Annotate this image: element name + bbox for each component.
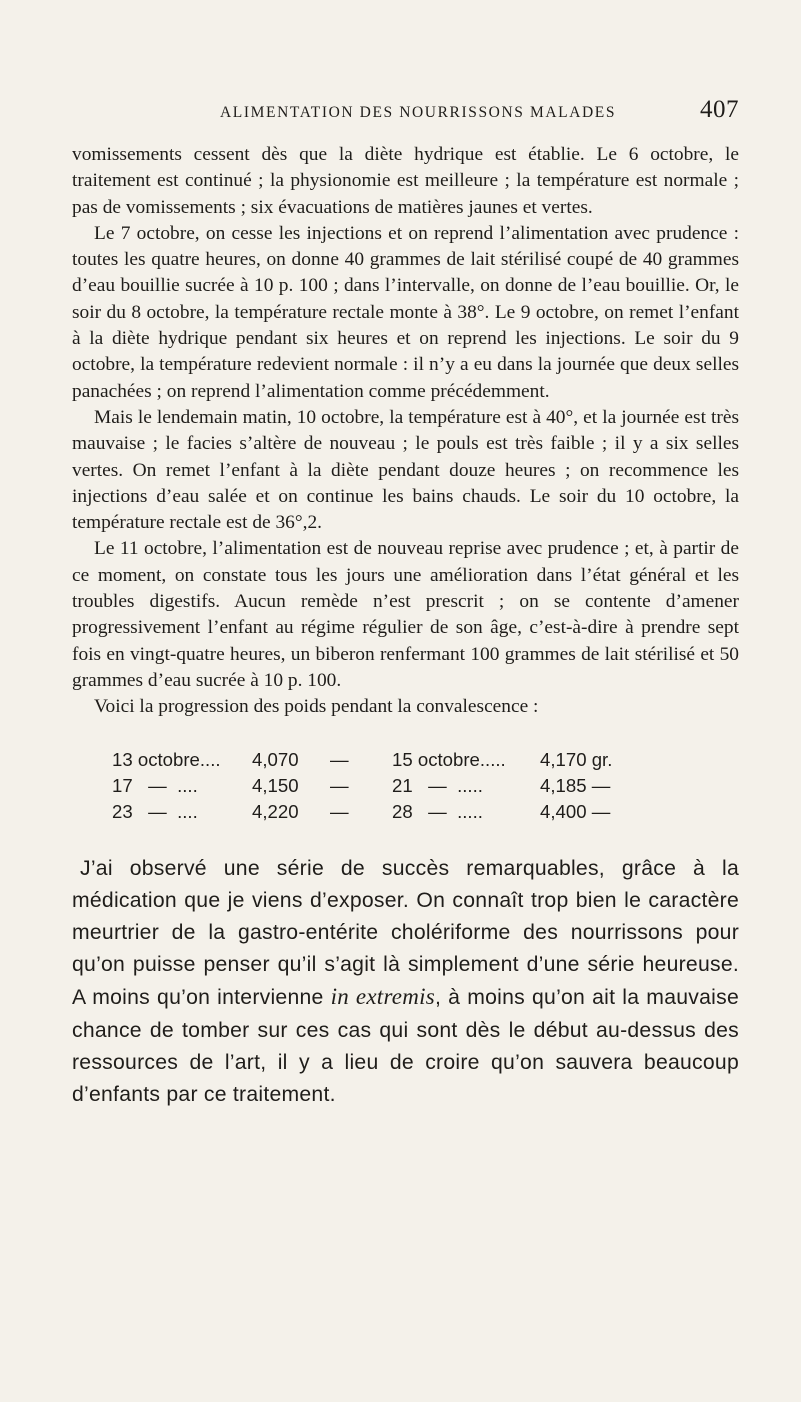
- weight-date: 23 — ....: [112, 800, 198, 822]
- weight-row: [112, 773, 739, 799]
- running-title: ALIMENTATION DES NOURRISSONS MALADES: [220, 104, 617, 121]
- weight-row: [112, 799, 739, 825]
- paragraph-2: Le 7 octobre, on cesse les injections et on reprend l’alimentation avec prudence : toutes les quatre heures, on donne 40 grammes de lait stérilisé coupé de 40 grammes d’eau bouillie sucrée à 10 p. 100 ; dans l’intervalle, on donne de l’eau bouillie. Or, le soir du 8 octobre, la température rectale monte à 38°. Le 9 octobre, on remet l’enfant à la diète hydrique pendant six heures et on reprend les injections. Le soir du 9 octobre, la température redevient normale : il n’y a eu dans la journée que deux selles panachées ; on reprend l’alimentation comme précédemment.: [72, 222, 739, 402]
- conclusion-text-start: J’ai observé une série de succès remarquables, grâce à la médication que je viens d’exposer. On connaît trop bien le caractère meurtrier de la gastro-entérite cholériforme des nourrissons pour qu’on puisse penser qu’il s’agit là simplement d’une série heureuse. A moins qu’on intervienne: [72, 856, 739, 1010]
- conclusion-italic-phrase: in extremis: [330, 984, 435, 1010]
- weight-value: 4,400 —: [540, 800, 611, 822]
- weight-value: 4,185 —: [540, 774, 611, 796]
- weight-separator: —: [330, 774, 349, 796]
- weight-date: 15 octobre.....: [392, 748, 506, 770]
- weight-date: 21 — .....: [392, 774, 483, 796]
- weight-date: 28 — .....: [392, 800, 483, 822]
- paragraph-1: vomissements cessent dès que la diète hydrique est établie. Le 6 octobre, le traitement est continué ; la physionomie est meilleure ; la température est normale ; pas de vomissements ; six évacuations de matières jaunes et vertes.: [72, 144, 739, 218]
- case-report: [72, 142, 739, 721]
- paragraph-3: Mais le lendemain matin, 10 octobre, la température est à 40°, et la journée est très mauvaise ; le facies s’altère de nouveau ; le pouls est très faible ; il y a six selles vertes. On remet l’enfant à la diète pendant douze heures ; on recommence les injections d’eau salée et on continue les bains chauds. Le soir du 10 octobre, la température rectale est de 36°,2.: [72, 406, 739, 534]
- weight-value: 4,170 gr.: [540, 748, 613, 770]
- weight-date: 17 — ....: [112, 774, 198, 796]
- weight-date: 13 octobre....: [112, 748, 221, 770]
- weight-value: 4,070: [252, 748, 299, 770]
- weight-value: 4,150: [252, 774, 299, 796]
- weight-row: [112, 747, 739, 773]
- paragraph-4: Le 11 octobre, l’alimentation est de nouveau reprise avec prudence ; et, à partir de ce moment, on constate tous les jours une amélioration dans l’état général et les troubles digestifs. Aucun remède n’est prescrit ; on se contente d’amener progressivement l’enfant au régime régulier de son âge, c’est-à-dire à prendre sept fois en vingt-quatre heures, un biberon renfermant 100 grammes de lait stérilisé et 50 grammes d’eau sucrée à 10 p. 100.: [72, 538, 739, 691]
- conclusion-text-end: , à moins qu’on ait la mauvaise chance de tomber sur ces cas qui sont dès le début au-dessus des ressources de l’art, il y a lieu de croire qu’on sauvera beaucoup d’enfants par ce traitement.: [72, 986, 739, 1106]
- weight-progression-table: [112, 747, 739, 825]
- weight-separator: —: [330, 748, 349, 770]
- running-head: [72, 96, 739, 132]
- conclusion-paragraph: [72, 853, 739, 1112]
- conclusion-section: [72, 853, 739, 1112]
- weight-separator: —: [330, 800, 349, 822]
- page-number: 407: [700, 96, 739, 123]
- paragraph-5: Voici la progression des poids pendant la convalescence :: [94, 696, 539, 718]
- weight-value: 4,220: [252, 800, 299, 822]
